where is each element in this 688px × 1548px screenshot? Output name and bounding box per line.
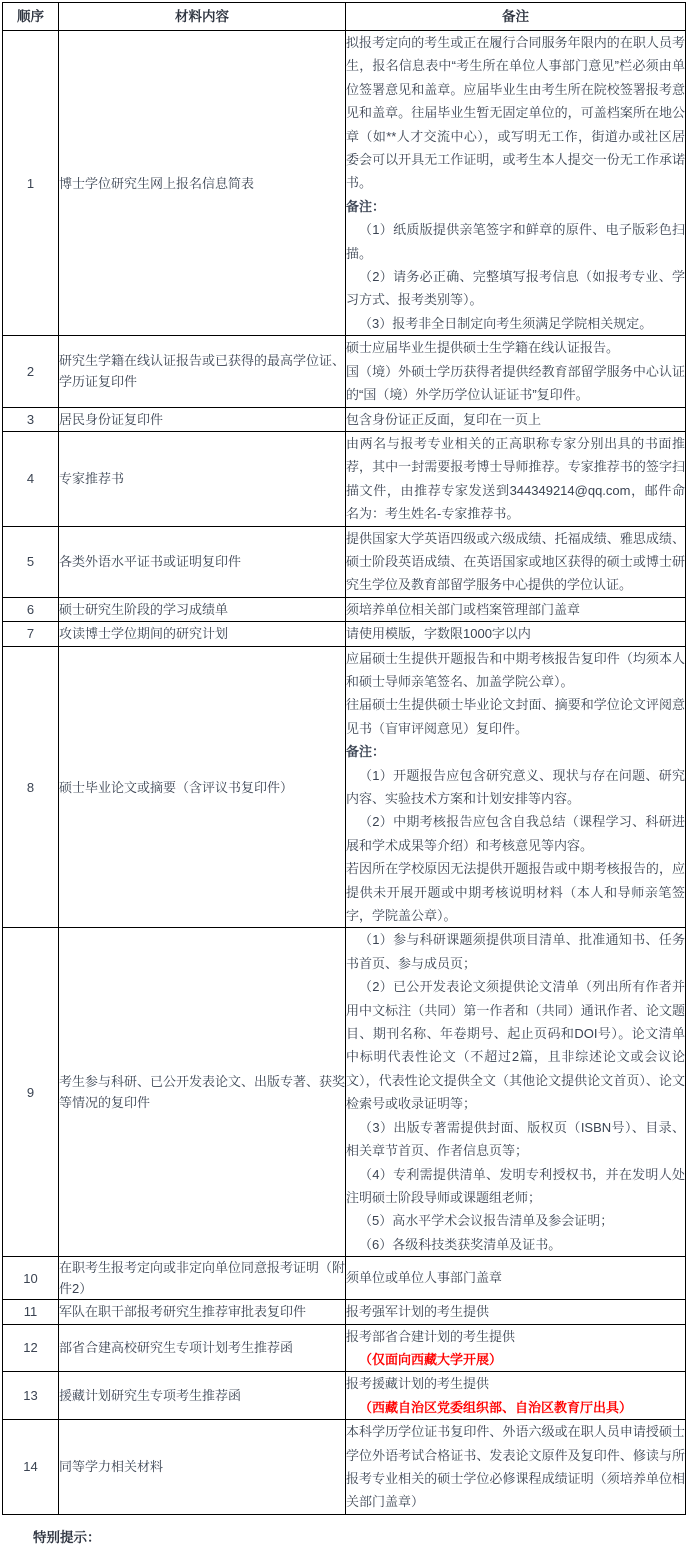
row-material-name: 硕士研究生阶段的学习成绩单 xyxy=(59,597,346,621)
remark-paragraph: （6）各级科技类获奖清单及证书。 xyxy=(359,1236,562,1252)
remark-paragraph: （2）已公开发表论文须提供论文清单（列出所有作者并用中文标注（共同）第一作者和（共同）通讯作者、论文题目、期刊名称、年卷期号、起止页码和DOI号）。论文清单中标明代表性论文（不超过2篇，且非综述论文或会议论文），代表性论文提供全文（其他论文提供论文首页）、论文检索号或收录证明等； xyxy=(346,979,685,1112)
row-material-name: 硕士毕业论文或摘要（含评议书复印件） xyxy=(59,646,346,928)
remark-paragraph: （3）报考非全日制定向考生须满足学院相关规定。 xyxy=(359,315,653,331)
remark-paragraph: 备注： xyxy=(346,744,386,760)
remark-paragraph: 本科学历学位证书复印件、外语六级或在职人员申请授硕士学位外语考试合格证书、发表论文原件及复印件、修读与所报考专业相关的硕士学位必修课程成绩证明（须培养单位相关部门盖章） xyxy=(346,1424,685,1510)
table-row xyxy=(3,1420,686,1515)
row-material-name: 考生参与科研、已公开发表论文、出版专著、获奖等情况的复印件 xyxy=(59,928,346,1257)
table-row xyxy=(3,431,686,526)
remark-paragraph: 报考援藏计划的考生提供 xyxy=(346,1376,490,1392)
table-row xyxy=(3,407,686,431)
table-row xyxy=(3,646,686,928)
remark-paragraph: 应届硕士生提供开题报告和中期考核报告复印件（均须本人和硕士导师亲笔签名、加盖学院公章）。 xyxy=(346,650,685,689)
remark-paragraph: 备注： xyxy=(346,198,386,214)
row-material-name: 同等学力相关材料 xyxy=(59,1420,346,1515)
remark-paragraph: 须单位或单位人事部门盖章 xyxy=(346,1270,503,1286)
row-sequence-number: 10 xyxy=(3,1257,59,1300)
row-sequence-number: 5 xyxy=(3,526,59,597)
row-sequence-number: 4 xyxy=(3,431,59,526)
remark-paragraph: 报考部省合建计划的考生提供 xyxy=(346,1328,516,1344)
table-row xyxy=(3,1372,686,1420)
row-sequence-number: 9 xyxy=(3,928,59,1257)
row-sequence-number: 7 xyxy=(3,622,59,646)
row-material-name: 援藏计划研究生专项考生推荐函 xyxy=(59,1372,346,1420)
remark-paragraph: 若因所在学校原因无法提供开题报告或中期考核报告的，应提供未开展开题或中期考核说明材料（本人和导师亲笔签字，学院盖公章）。 xyxy=(346,861,685,924)
column-header-sequence: 顺序 xyxy=(3,3,59,31)
remark-paragraph: （1）开题报告应包含研究意义、现状与存在问题、研究内容、实验技术方案和计划安排等内容。 xyxy=(346,767,685,806)
row-sequence-number: 6 xyxy=(3,597,59,621)
table-header xyxy=(3,3,686,31)
remark-paragraph: 国（境）外硕士学历获得者提供经教育部留学服务中心认证的“国（境）外学历学位认证证书”复印件。 xyxy=(346,363,685,403)
row-material-name: 居民身份证复印件 xyxy=(59,407,346,431)
remark-paragraph: （2）中期考核报告应包含自我总结（课程学习、科研进展和学术成果等介绍）和考核意见等内容。 xyxy=(346,814,685,853)
row-sequence-number: 8 xyxy=(3,646,59,928)
remark-paragraph: 拟报考定向的考生或正在履行合同服务年限内的在职人员考生，报名信息表中“考生所在单位人事部门意见”栏必须由单位签署意见和盖章。应届毕业生由考生所在院校签署报考意见和盖章。往届毕业生暂无固定单位的，可盖档案所在地公章（如**人才交流中心），或写明无工作，街道办或社区居委会可以开具无工作证明，或考生本人提交一份无工作承诺书。 xyxy=(346,35,685,191)
remark-paragraph: 往届硕士生提供硕士毕业论文封面、摘要和学位论文评阅意见书（盲审评阅意见）复印件。 xyxy=(346,697,685,736)
row-material-name: 部省合建高校研究生专项计划考生推荐函 xyxy=(59,1324,346,1372)
row-sequence-number: 3 xyxy=(3,407,59,431)
table-row xyxy=(3,336,686,407)
row-remark xyxy=(346,928,686,1257)
table-row xyxy=(3,1300,686,1324)
remark-paragraph: （3）出版专著需提供封面、版权页（ISBN号）、目录、相关章节首页、作者信息页等； xyxy=(346,1119,685,1159)
row-remark xyxy=(346,336,686,407)
application-materials-table xyxy=(2,2,686,1515)
row-material-name: 专家推荐书 xyxy=(59,431,346,526)
remark-paragraph: 提供国家大学英语四级或六级成绩、托福成绩、雅思成绩、硕士阶段英语成绩、在英语国家或地区获得的硕士或博士研究生学位及教育部留学服务中心提供的学位认证。 xyxy=(346,530,685,593)
remark-paragraph: （仅面向西藏大学开展） xyxy=(359,1351,503,1367)
row-sequence-number: 14 xyxy=(3,1420,59,1515)
table-body xyxy=(3,31,686,1515)
row-remark xyxy=(346,646,686,928)
row-remark xyxy=(346,597,686,621)
remark-paragraph: 硕士应届毕业生提供硕士生学籍在线认证报告。 xyxy=(346,340,620,356)
row-remark xyxy=(346,31,686,336)
table-row xyxy=(3,928,686,1257)
column-header-remark: 备注 xyxy=(346,3,686,31)
column-header-material: 材料内容 xyxy=(59,3,346,31)
row-material-name: 攻读博士学位期间的研究计划 xyxy=(59,622,346,646)
row-sequence-number: 2 xyxy=(3,336,59,407)
remark-paragraph: （2）请务必正确、完整填写报考信息（如报考专业、学习方式、报考类别等）。 xyxy=(346,269,685,308)
table-row xyxy=(3,31,686,336)
remark-paragraph: 包含身份证正反面，复印在一页上 xyxy=(346,411,542,427)
table-row xyxy=(3,526,686,597)
row-remark xyxy=(346,431,686,526)
row-sequence-number: 13 xyxy=(3,1372,59,1420)
row-material-name: 在职考生报考定向或非定向单位同意报考证明（附件2） xyxy=(59,1257,346,1300)
remark-paragraph: 由两名与报考专业相关的正高职称专家分别出具的书面推荐，其中一封需要报考博士导师推荐。专家推荐书的签字扫描文件，由推荐专家发送到344349214@qq.com，邮件命名为：考生姓名-专家推荐书。 xyxy=(346,435,685,522)
row-remark xyxy=(346,1257,686,1300)
row-remark xyxy=(346,1420,686,1515)
special-notice-label: 特别提示： xyxy=(33,1529,101,1545)
remark-paragraph: 请使用模版，字数限1000字以内 xyxy=(346,626,531,642)
row-material-name: 军队在职干部报考研究生推荐审批表复印件 xyxy=(59,1300,346,1324)
remark-paragraph: 报考强军计划的考生提供 xyxy=(346,1304,490,1320)
row-remark xyxy=(346,622,686,646)
row-material-name: 研究生学籍在线认证报告或已获得的最高学位证、学历证复印件 xyxy=(59,336,346,407)
remark-paragraph: （5）高水平学术会议报告清单及参会证明； xyxy=(359,1213,614,1229)
table-row xyxy=(3,1257,686,1300)
table-row xyxy=(3,622,686,646)
table-row xyxy=(3,597,686,621)
remark-paragraph: （西藏自治区党委组织部、自治区教育厅出具） xyxy=(359,1399,633,1415)
row-material-name: 各类外语水平证书或证明复印件 xyxy=(59,526,346,597)
table-row xyxy=(3,1324,686,1372)
remark-paragraph: （1）纸质版提供亲笔签字和鲜章的原件、电子版彩色扫描。 xyxy=(346,222,685,261)
row-remark xyxy=(346,1372,686,1420)
row-remark xyxy=(346,1300,686,1324)
document-page xyxy=(0,2,688,1548)
row-material-name: 博士学位研究生网上报名信息简表 xyxy=(59,31,346,336)
row-sequence-number: 11 xyxy=(3,1300,59,1324)
row-remark xyxy=(346,407,686,431)
remark-paragraph: （1）参与科研课题须提供项目清单、批准通知书、任务书首页、参与成员页； xyxy=(346,932,685,971)
remark-paragraph: （4）专利需提供清单、发明专利授权书，并在发明人处注明硕士阶段导师或课题组老师； xyxy=(346,1166,685,1205)
row-remark xyxy=(346,526,686,597)
row-sequence-number: 1 xyxy=(3,31,59,336)
remark-paragraph: 须培养单位相关部门或档案管理部门盖章 xyxy=(346,601,581,617)
row-remark xyxy=(346,1324,686,1372)
table-header-row xyxy=(3,3,686,31)
row-sequence-number: 12 xyxy=(3,1324,59,1372)
